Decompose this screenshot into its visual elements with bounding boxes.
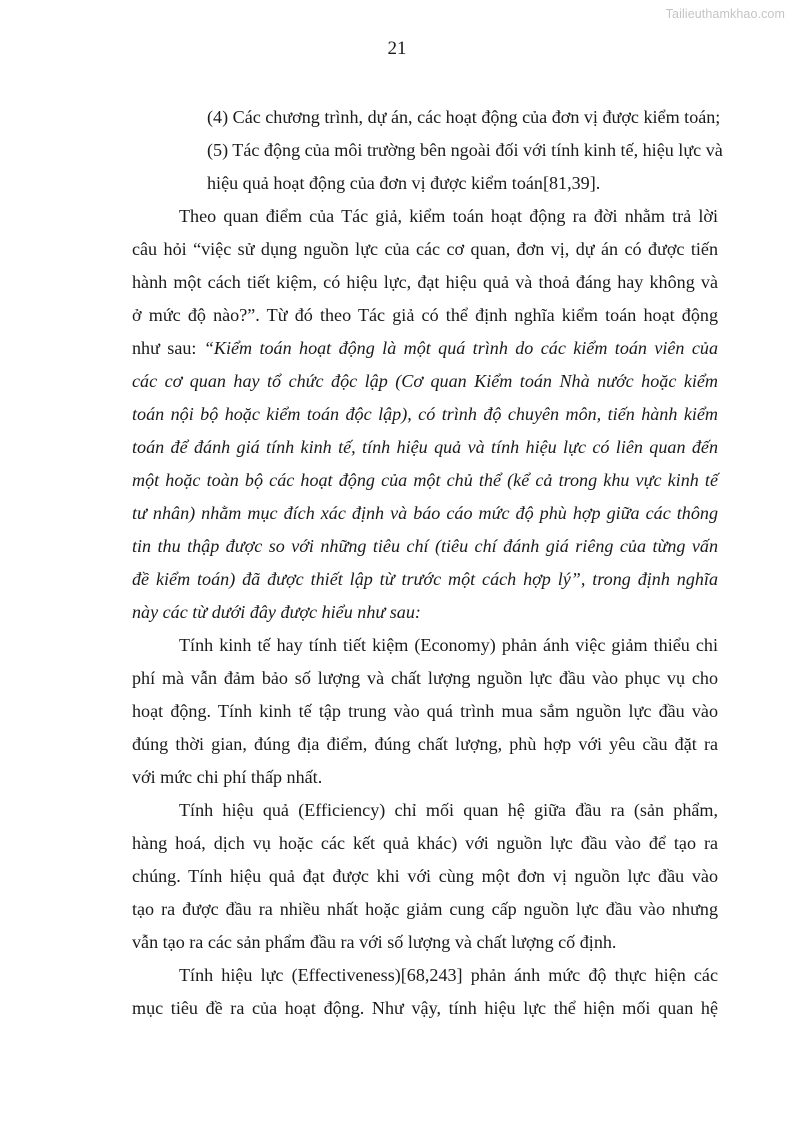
- paragraph-line: phí mà vẫn đảm bảo số lượng và chất lượng nguồn lực đầu vào phục vụ cho: [132, 668, 718, 688]
- list-item: [132, 101, 721, 134]
- paragraph-definition: [132, 200, 718, 629]
- definition-quote-line: này các từ dưới đây được hiểu như sau:: [132, 602, 421, 622]
- paragraph-line: ở mức độ nào?”. Từ đó theo Tác giả có thể định nghĩa kiểm toán hoạt động: [132, 305, 718, 325]
- paragraph-line: câu hỏi “việc sử dụng nguồn lực của các cơ quan, đơn vị, dự án có được tiến: [132, 239, 718, 259]
- paragraph-line: Tính kinh tế hay tính tiết kiệm (Economy) phản ánh việc giảm thiểu chi: [179, 635, 718, 655]
- paragraph-line: tạo ra được đầu ra nhiều nhất hoặc giảm cung cấp nguồn lực đầu vào nhưng: [132, 899, 718, 919]
- paragraph-line: đúng thời gian, đúng địa điểm, đúng chất lượng, phù hợp với yêu cầu đặt ra: [132, 734, 718, 754]
- list-item-line: (4) Các chương trình, dự án, các hoạt động của đơn vị được kiểm toán;: [207, 107, 721, 127]
- definition-quote-line: toán để đánh giá tính kinh tế, tính hiệu quả và tính hiệu lực có liên quan đến: [132, 437, 718, 457]
- paragraph-line: vẫn tạo ra các sản phẩm đầu ra với số lượng và chất lượng cố định.: [132, 932, 617, 952]
- paragraph-line: mục tiêu đề ra của hoạt động. Như vậy, tính hiệu lực thể hiện mối quan hệ: [132, 998, 718, 1018]
- definition-quote-line: tư nhân) nhằm mục đích xác định và báo cáo mức độ phù hợp giữa các thông: [132, 503, 718, 523]
- document-body: [132, 101, 723, 1025]
- watermark: Tailieuthamkhao.com: [665, 7, 785, 21]
- definition-quote-line: tin thu thập được so với những tiêu chí (tiêu chí đánh giá riêng của từng vấn: [132, 536, 718, 556]
- page-number: 21: [387, 38, 407, 59]
- definition-quote-line: một hoặc toàn bộ các hoạt động của một chủ thể (kể cả trong khu vực kinh tế: [132, 470, 718, 490]
- paragraph-line: hành một cách tiết kiệm, có hiệu lực, đạt hiệu quả và thoả đáng hay không và: [132, 272, 718, 292]
- paragraph-efficiency: [132, 794, 718, 959]
- paragraph-line: hàng hoá, dịch vụ hoặc các kết quả khác) với nguồn lực đầu vào để tạo ra: [132, 833, 718, 853]
- paragraph-effectiveness: [132, 959, 718, 1025]
- paragraph-line: với mức chi phí thấp nhất.: [132, 767, 323, 787]
- definition-quote-line: các cơ quan hay tổ chức độc lập (Cơ quan Kiểm toán Nhà nước hoặc kiểm: [132, 371, 718, 391]
- definition-quote-line: đề kiểm toán) đã được thiết lập từ trước một cách hợp lý”, trong định nghĩa: [132, 569, 718, 589]
- list-item-line: (5) Tác động của môi trường bên ngoài đối với tính kinh tế, hiệu lực và: [207, 140, 723, 160]
- definition-quote-start: “Kiểm toán hoạt động là một quá trình do các kiểm toán viên của: [203, 338, 718, 358]
- list-item-line: hiệu quả hoạt động của đơn vị được kiểm toán[81,39].: [207, 173, 601, 193]
- definition-quote-line: toán nội bộ hoặc kiểm toán độc lập), có trình độ chuyên môn, tiến hành kiểm: [132, 404, 718, 424]
- paragraph-line-prefix: như sau:: [132, 338, 204, 358]
- paragraph-line: Tính hiệu quả (Efficiency) chỉ mối quan hệ giữa đầu ra (sản phẩm,: [179, 800, 718, 820]
- paragraph-line: hoạt động. Tính kinh tế tập trung vào quá trình mua sắm nguồn lực đầu vào: [132, 701, 718, 721]
- paragraph-line: chúng. Tính hiệu quả đạt được khi với cùng một đơn vị nguồn lực đầu vào: [132, 866, 718, 886]
- paragraph-line-mixed: [132, 332, 718, 365]
- paragraph-line: Tính hiệu lực (Effectiveness)[68,243] phản ánh mức độ thực hiện các: [179, 965, 718, 985]
- paragraph-economy: [132, 629, 718, 794]
- paragraph-line: Theo quan điểm của Tác giả, kiểm toán hoạt động ra đời nhằm trả lời: [179, 206, 718, 226]
- list-item: [132, 134, 723, 200]
